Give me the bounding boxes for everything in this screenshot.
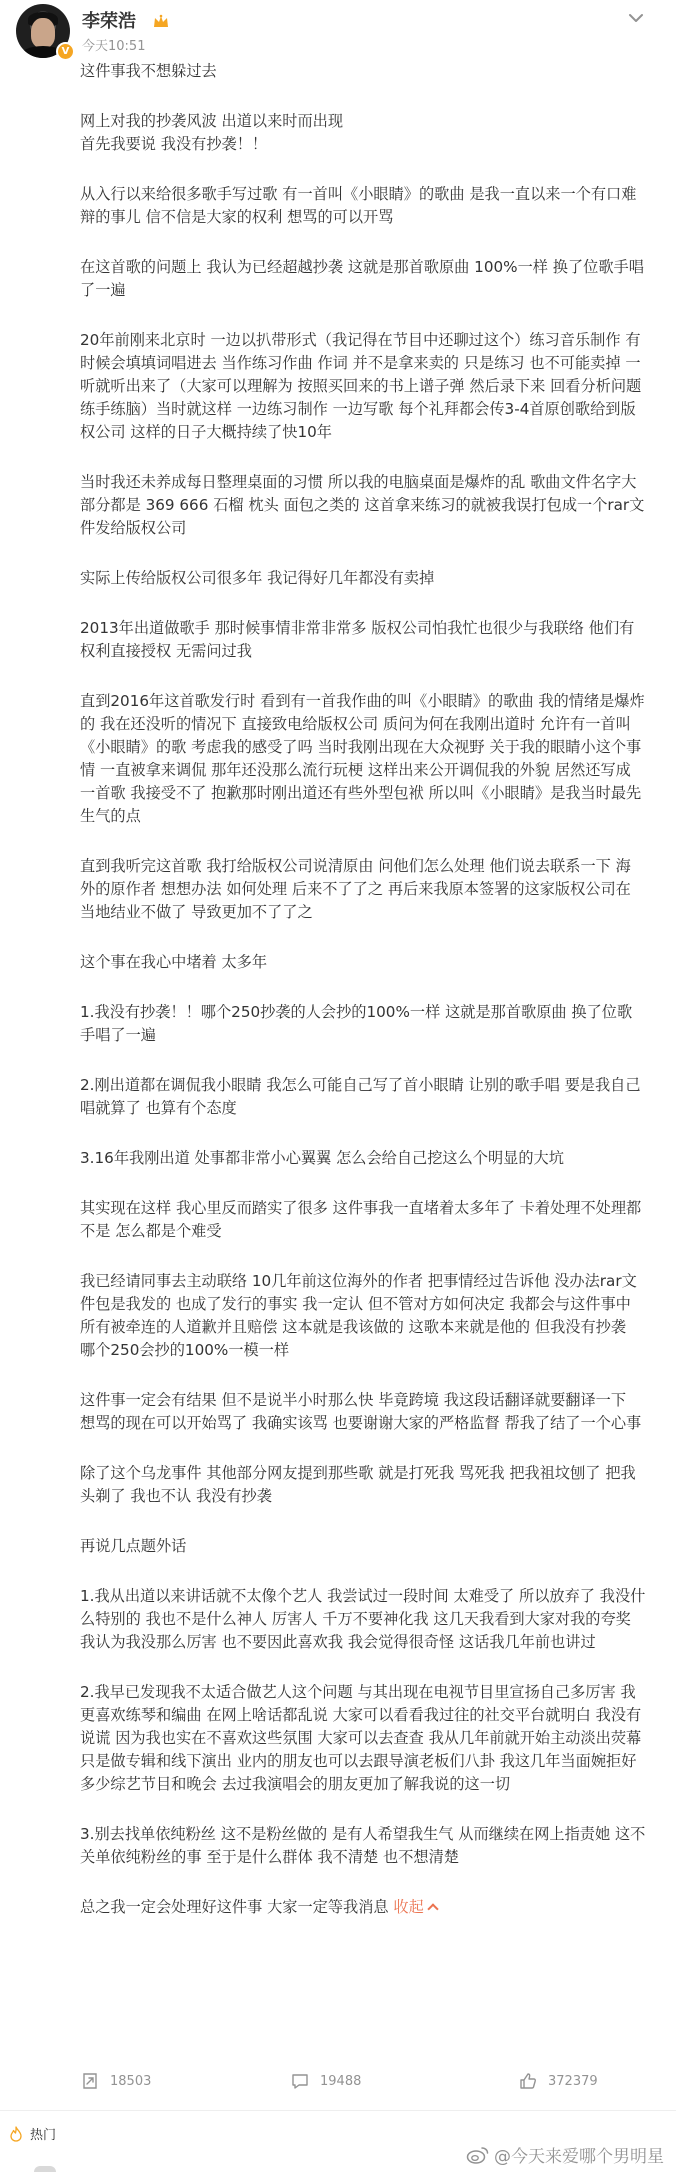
post-closing [80, 1896, 646, 1919]
chevron-up-icon [427, 1903, 438, 1914]
post-paragraph: 这件事我不想躲过去 [80, 62, 217, 80]
post-paragraph: 当时我还未养成每日整理桌面的习惯 所以我的电脑桌面是爆炸的乱 歌曲文件名字大部分都是 369 666 石榴 枕头 面包之类的 这首拿来练习的就被我误打包成一个rar文件发给版权公司 [80, 473, 645, 537]
repost-button[interactable] [80, 2070, 151, 2092]
post-paragraph: 3.别去找单依纯粉丝 这不是粉丝做的 是有人希望我生气 从而继续在网上指责她 这不关单依纯粉丝的事 至于是什么群体 我不清楚 也不想清楚 [80, 1825, 646, 1866]
post-paragraph: 这件事一定会有结果 但不是说半小时那么快 毕竟跨境 我这段话翻译就要翻译一下 想骂的现在可以开始骂了 我确实该骂 也要谢谢大家的严格监督 帮我了结了一个心事 [80, 1391, 642, 1432]
post-paragraph: 从入行以来给很多歌手写过歌 有一首叫《小眼睛》的歌曲 是我一直以来一个有口难辩的事儿 信不信是大家的权利 想骂的可以开骂 [80, 185, 637, 226]
post-paragraph: 直到2016年这首歌发行时 看到有一首我作曲的叫《小眼睛》的歌曲 我的情绪是爆炸的 我在还没听的情况下 直接致电给版权公司 质问为何在我刚出道时 允许有一首叫《小眼睛》的歌 考虑我的感受了吗 当时我刚出现在大众视野 关于我的眼睛小这个事情 一直被拿来调侃 那年还没那么流行玩梗 这样出来公开调侃我的外貌 居然还写成一首歌 我接受不了 抱歉那时刚出道还有些外型包袱 所以叫《小眼睛》是我当时最先生气的点 [80, 692, 645, 825]
post-paragraph: 网上对我的抄袭风波 出道以来时而出现 首先我要说 我没有抄袭！！ [80, 112, 344, 153]
post-paragraph: 除了这个乌龙事件 其他部分网友提到那些歌 就是打死我 骂死我 把我祖坟刨了 把我头剃了 我也不认 我没有抄袭 [80, 1464, 636, 1505]
post-paragraph: 2013年出道做歌手 那时候事情非常非常多 版权公司怕我忙也很少与我联络 他们有权利直接授权 无需问过我 [80, 619, 635, 660]
post-paragraph: 2.刚出道都在调侃我小眼睛 我怎么可能自己写了首小眼睛 让别的歌手唱 要是我自己唱就算了 也算有个态度 [80, 1076, 641, 1117]
divider [0, 2110, 676, 2111]
post-paragraph: 3.16年我刚出道 处事都非常小心翼翼 怎么会给自己挖这么个明显的大坑 [80, 1149, 564, 1167]
comment-count: 19488 [320, 2073, 362, 2089]
post-body [80, 60, 646, 1946]
post-paragraph: 这个事在我心中堵着 太多年 [80, 953, 268, 971]
author-name[interactable]: 李荣浩 [82, 11, 136, 32]
comment-icon [290, 2071, 310, 2091]
flame-icon [8, 2126, 24, 2142]
post-paragraph: 再说几点题外话 [80, 1537, 187, 1555]
post-header [16, 2, 660, 60]
post-paragraph: 在这首歌的问题上 我认为已经超越抄袭 这就是那首歌原曲 100%一样 换了位歌手唱了一遍 [80, 258, 644, 299]
thumbs-up-icon [518, 2071, 538, 2091]
weibo-logo-icon [466, 2145, 490, 2165]
watermark [466, 2142, 664, 2167]
chevron-down-icon[interactable] [626, 8, 646, 28]
collapse-label[interactable]: 收起 [393, 1898, 424, 1916]
repost-icon [80, 2071, 100, 2091]
closing-text: 总之我一定会处理好这件事 大家一定等我消息 [80, 1898, 389, 1916]
action-bar [80, 2066, 646, 2096]
post-paragraph: 20年前刚来北京时 一边以扒带形式（我记得在节目中还聊过这个）练习音乐制作 有时候会填填词唱进去 当作练习作曲 作词 并不是拿来卖的 只是练习 也不可能卖掉 一听就听出来了（大家可以理解为 按照买回来的书上谱子弹 然后录下来 回看分析问题 练手练脑）当时就这样 一边练习制作 一边写歌 每个礼拜都会传3-4首原创歌给到版权公司 这样的日子大概持续了快10年 [80, 331, 642, 441]
comment-avatar [34, 2166, 56, 2172]
post-time: 今天10:51 [82, 39, 146, 54]
repost-count: 18503 [110, 2073, 152, 2089]
post-paragraph: 我已经请同事去主动联络 10几年前这位海外的作者 把事情经过告诉他 没办法rar文件包是我发的 也成了发行的事实 我一定认 但不管对方如何决定 我都会与这件事中所有被牵连的人道歉并且赔偿 这本就是我该做的 这歌本来就是他的 但我没有抄袭 哪个250会抄的100%一模一样 [80, 1272, 637, 1359]
post-paragraph: 实际上传给版权公司很多年 我记得好几年都没有卖掉 [80, 569, 435, 587]
collapse-link[interactable] [393, 1898, 436, 1916]
tab-hot-label[interactable]: 热门 [30, 2128, 57, 2143]
post-paragraph: 2.我早已发现我不太适合做艺人这个问题 与其出现在电视节目里宣扬自己多厉害 我更喜欢练琴和编曲 在网上啥话都乱说 大家可以看看我过往的社交平台就明白 我没有说谎 因为我也实在不喜欢这些氛围 大家可以去查查 我从几年前就开始主动淡出荧幕 只是做专辑和线下演出 业内的朋友也可以去跟导演老板们八卦 我这几年当面婉拒好多少综艺节目和晚会 去过我演唱会的朋友更加了解我说的这一切 [80, 1683, 642, 1793]
post-paragraph: 1.我从出道以来讲话就不太像个艺人 我尝试过一段时间 太难受了 所以放弃了 我没什么特别的 我也不是什么神人 厉害人 千万不要神化我 这几天我看到大家对我的夸奖 我认为我没那么厉害 也不要因此喜欢我 我会觉得很奇怪 这话我几年前也讲过 [80, 1587, 646, 1651]
comment-button[interactable] [290, 2070, 361, 2092]
verified-badge-icon: V [56, 42, 75, 61]
post-paragraph: 1.我没有抄袭！！哪个250抄袭的人会抄的100%一样 这就是那首歌原曲 换了位歌手唱了一遍 [80, 1003, 633, 1044]
tab-hot[interactable] [8, 2124, 56, 2143]
like-button[interactable] [518, 2070, 598, 2092]
like-count: 372379 [548, 2073, 598, 2089]
post-paragraph: 其实现在这样 我心里反而踏实了很多 这件事我一直堵着太多年了 卡着处理不处理都不是 怎么都是个难受 [80, 1199, 642, 1240]
post-paragraph: 直到我听完这首歌 我打给版权公司说清原由 问他们怎么处理 他们说去联系一下 海外的原作者 想想办法 如何处理 后来不了了之 再后来我原本签署的这家版权公司在当地结业不做了 导致更加不了了之 [80, 857, 631, 921]
watermark-text: @今天来爱哪个男明星 [494, 2147, 664, 2167]
crown-icon[interactable] [152, 13, 170, 31]
